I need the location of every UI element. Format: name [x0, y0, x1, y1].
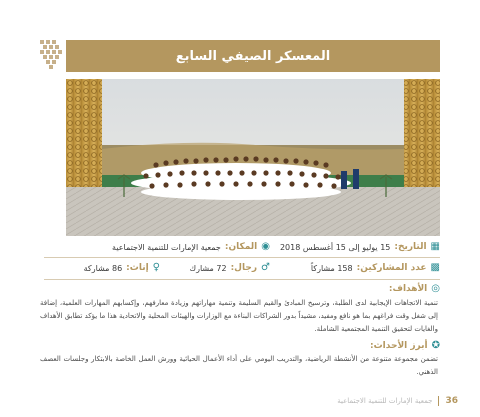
- page-title: المعسكر الصيفي السابع: [175, 48, 331, 64]
- location-pin-icon: ◉: [261, 241, 270, 252]
- decorative-mosaic: [40, 40, 62, 70]
- group-photo-illustration: [66, 79, 440, 236]
- mosaic-square: [40, 50, 44, 54]
- star-icon: ✪: [431, 340, 440, 351]
- mosaic-square: [49, 65, 53, 69]
- goals-heading-label: الأهداف:: [388, 284, 428, 294]
- footer-org-name: جمعية الإمارات للتنمية الاجتماعية: [337, 397, 433, 405]
- women-value: 86 مشاركة: [83, 263, 123, 273]
- mosaic-square: [43, 45, 47, 49]
- divider: [44, 279, 440, 280]
- date-label: التاريخ:: [394, 242, 427, 252]
- events-heading-label: أبرز الأحداث:: [370, 341, 428, 351]
- men-value: 72 مشارك: [189, 263, 227, 273]
- page-title-bar: [66, 40, 440, 72]
- participants-label: عدد المشاركين:: [356, 263, 427, 273]
- date-item: [280, 242, 440, 252]
- participants-value: 158 مشاركاً: [310, 263, 353, 273]
- mosaic-square: [49, 45, 53, 49]
- mosaic-square: [46, 60, 50, 64]
- target-icon: ◎: [431, 283, 440, 294]
- place-label: المكان:: [224, 242, 258, 252]
- date-value: 15 يوليو إلى 15 أغسطس 2018: [279, 242, 391, 252]
- mosaic-square: [43, 55, 47, 59]
- group-photo: [66, 79, 440, 236]
- calendar-icon: ▦: [430, 241, 440, 252]
- mosaic-square: [49, 55, 53, 59]
- mosaic-square: [55, 55, 59, 59]
- men-label: رجال:: [230, 263, 258, 273]
- men-item: [190, 263, 270, 273]
- mosaic-square: [40, 40, 44, 44]
- mosaic-square: [52, 60, 56, 64]
- mosaic-square: [58, 50, 62, 54]
- mosaic-square: [52, 50, 56, 54]
- info-row-participants: [50, 263, 440, 279]
- mosaic-square: [46, 50, 50, 54]
- male-icon: ♂: [261, 262, 270, 273]
- mosaic-square: [46, 40, 50, 44]
- page-number: 36: [445, 396, 458, 406]
- divider: [44, 257, 440, 258]
- women-item: [84, 263, 160, 273]
- mosaic-square: [55, 45, 59, 49]
- info-row-date-place: [50, 242, 440, 258]
- participants-item: [311, 263, 440, 273]
- place-item: [112, 242, 270, 252]
- female-icon: ♀: [152, 262, 160, 273]
- place-value: جمعية الإمارات للتنمية الاجتماعية: [112, 242, 221, 252]
- events-text: تضمن مجموعة متنوعة من الأنشطة الرياضية، والتدريب اليومي على أداء الأعمال الحيائية وورش العمل الخاصة بالابتكار وجلسات العصف الذهني.: [40, 355, 438, 376]
- goals-text: تنمية الاتجاهات الإيجابية لدى الطلبة، وترسيخ المبادئ والقيم السليمة وتنمية مهاراتهم وزيادة معارفهم، وإكسابهم المهارات العلمية، إضافة إلى شغل وقت فراغهم بما هو نافع ومفيد، مشيداً بدور الشراكات البناءة مع الوزارات والهيئات المحلية والاتحادية هذا ما يؤكد تطابق الأهداف والغايات لتحقيق التنمية المجتمعية الشاملة.: [40, 299, 438, 333]
- group-icon: ▩: [430, 262, 440, 273]
- mosaic-square: [52, 40, 56, 44]
- women-label: إناث:: [126, 263, 149, 273]
- events-heading: [370, 341, 440, 351]
- goals-heading: [389, 284, 440, 294]
- page-footer: [337, 396, 458, 406]
- footer-divider: [438, 396, 439, 406]
